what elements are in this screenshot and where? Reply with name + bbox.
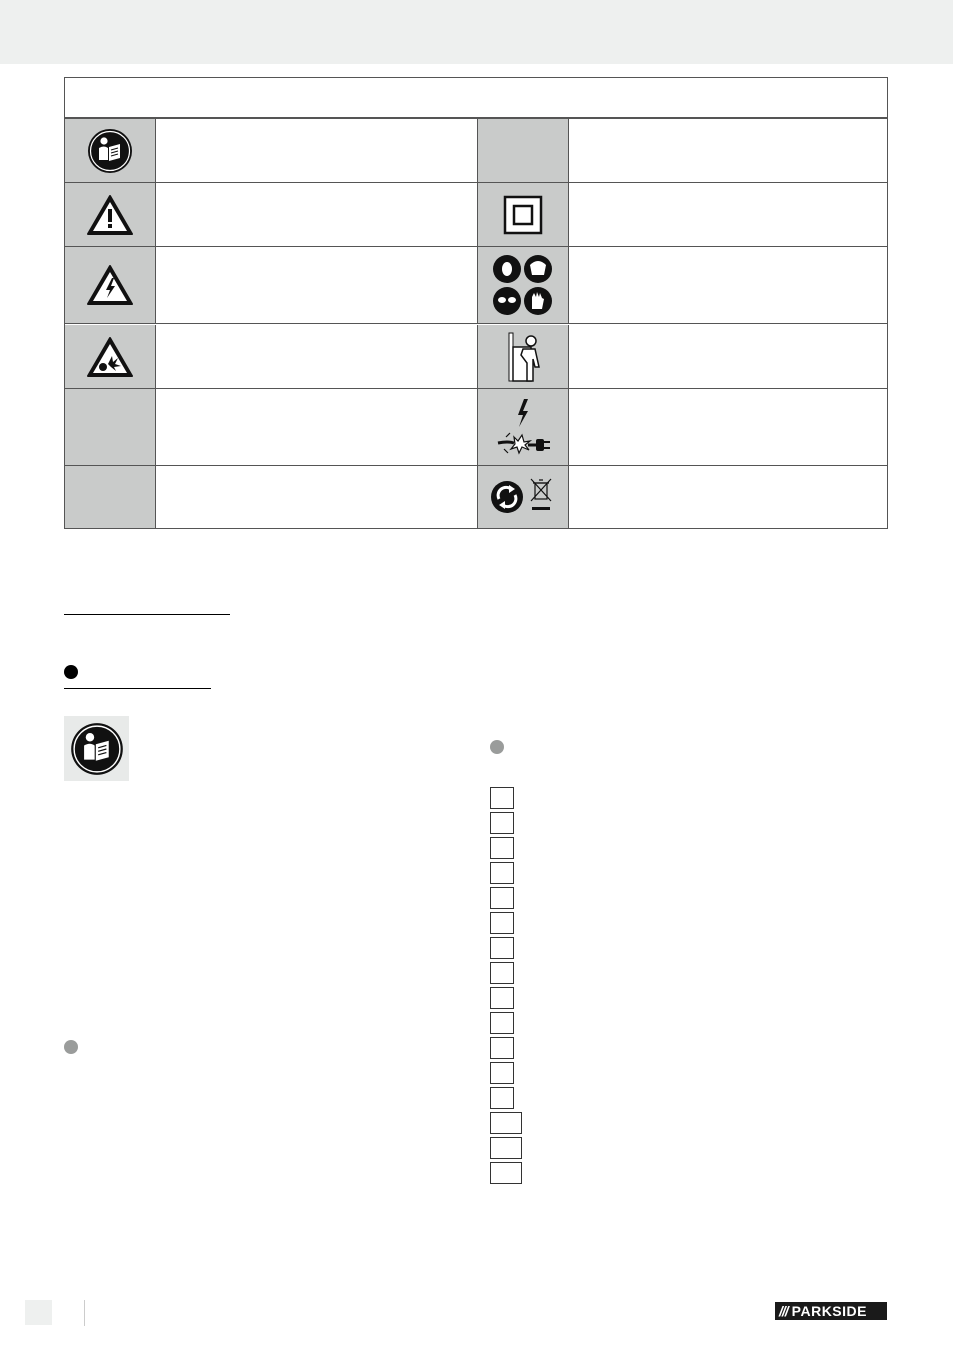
icon-cell xyxy=(65,325,156,388)
read-manual-icon xyxy=(87,128,133,174)
symbols-table-header xyxy=(65,78,887,119)
part-number-box xyxy=(490,1162,522,1184)
part-number-box xyxy=(490,887,514,909)
part-number-box xyxy=(490,1137,522,1159)
part-number-box xyxy=(490,812,514,834)
section-bullet xyxy=(64,665,78,679)
wear-protective-equipment-icon xyxy=(492,253,554,317)
recycling-disposal-icon xyxy=(491,477,555,517)
icon-cell xyxy=(65,119,156,182)
explosion-warning-icon xyxy=(86,336,134,378)
part-number-box xyxy=(490,837,514,859)
text-cell xyxy=(156,247,476,323)
part-number-box xyxy=(490,962,514,984)
icon-cell xyxy=(477,183,569,246)
part-number-box xyxy=(490,862,514,884)
text-cell xyxy=(156,466,476,528)
icon-cell xyxy=(65,466,156,528)
table-row xyxy=(65,119,887,183)
title-underline xyxy=(64,614,230,615)
table-row xyxy=(65,466,887,528)
footer-divider xyxy=(84,1300,85,1326)
part-number-box xyxy=(490,1037,514,1059)
read-manual-box xyxy=(64,716,129,781)
read-manual-icon xyxy=(70,722,124,776)
part-number-box xyxy=(490,787,514,809)
text-cell xyxy=(156,119,476,182)
section-underline xyxy=(64,688,211,689)
icon-cell xyxy=(477,325,569,388)
part-number-box xyxy=(490,937,514,959)
keep-children-away-icon xyxy=(501,331,545,383)
text-cell xyxy=(156,325,476,388)
text-cell xyxy=(568,325,886,388)
text-cell xyxy=(156,183,476,246)
text-cell xyxy=(568,466,886,528)
part-number-box xyxy=(490,1112,522,1134)
icon-cell xyxy=(477,247,569,323)
icon-cell xyxy=(65,389,156,465)
table-row xyxy=(65,247,887,324)
part-number-box xyxy=(490,912,514,934)
brand-slashes: /// xyxy=(779,1303,788,1319)
icon-cell xyxy=(477,389,569,465)
text-cell xyxy=(568,389,886,465)
text-cell xyxy=(156,389,476,465)
table-row xyxy=(65,325,887,389)
icon-cell xyxy=(65,183,156,246)
protection-class-ii-icon xyxy=(503,195,543,235)
part-number-box xyxy=(490,1062,514,1084)
part-number-box xyxy=(490,1012,514,1034)
table-row xyxy=(65,183,887,247)
text-cell xyxy=(568,247,886,323)
warning-triangle-icon xyxy=(86,194,134,236)
brand-name: PARKSIDE xyxy=(791,1303,867,1319)
text-cell xyxy=(568,183,886,246)
page-number-box xyxy=(25,1300,52,1325)
damaged-cable-unplug-icon xyxy=(494,397,552,457)
icon-cell xyxy=(65,247,156,323)
brand-logo xyxy=(775,1302,887,1320)
table-row xyxy=(65,389,887,466)
subsection-bullet xyxy=(64,1040,78,1054)
subsection-bullet xyxy=(490,740,504,754)
part-number-box xyxy=(490,1087,514,1109)
page-header-band xyxy=(0,0,953,64)
symbols-table xyxy=(64,77,888,529)
electric-shock-warning-icon xyxy=(86,264,134,306)
text-cell xyxy=(568,119,886,182)
icon-cell xyxy=(477,466,569,528)
part-number-box xyxy=(490,987,514,1009)
icon-cell xyxy=(477,119,569,182)
